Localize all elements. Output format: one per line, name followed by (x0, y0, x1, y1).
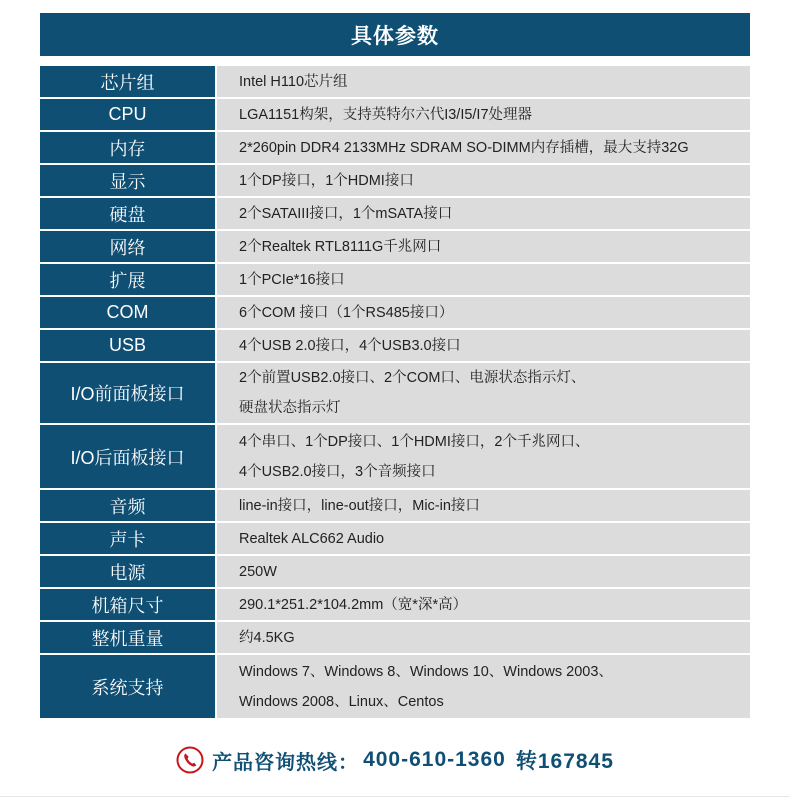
spec-table (40, 66, 750, 718)
spec-value (215, 330, 750, 361)
spec-row-storage (40, 198, 750, 231)
spec-label: 系统支持 (40, 655, 215, 718)
spec-value-line: 1个DP接口，1个HDMI接口 (239, 172, 414, 189)
spec-value-line: 2个SATAIII接口，1个mSATA接口 (239, 205, 453, 222)
bottom-divider (0, 796, 790, 797)
spec-label: 内存 (40, 132, 215, 163)
page-title: 具体参数 (351, 24, 439, 48)
spec-value-line: 1个PCIe*16接口 (239, 271, 345, 288)
spec-label: I/O后面板接口 (40, 425, 215, 488)
hotline-extension: 转167845 (515, 750, 614, 773)
spec-value (215, 231, 750, 262)
spec-value (215, 655, 750, 718)
spec-header (40, 13, 750, 56)
spec-value-line: 4个USB2.0接口，3个音频接口 (239, 463, 436, 480)
spec-value (215, 363, 750, 423)
spec-value-line: 250W (239, 563, 277, 580)
spec-row-os-support (40, 655, 750, 718)
spec-label: 声卡 (40, 523, 215, 554)
spec-value-line: Realtek ALC662 Audio (239, 530, 385, 547)
spec-label: CPU (40, 99, 215, 130)
spec-row-display (40, 165, 750, 198)
spec-label: I/O前面板接口 (40, 363, 215, 423)
spec-value (215, 523, 750, 554)
spec-value (215, 264, 750, 295)
spec-value (215, 198, 750, 229)
spec-value-line: line-in接口，line-out接口，Mic-in接口 (239, 497, 480, 514)
spec-value-line: 约4.5KG (239, 629, 295, 646)
spec-row-sound-card (40, 523, 750, 556)
spec-value-line: 2*260pin DDR4 2133MHz SDRAM SO-DIMM内存插槽，最大支持32G (239, 139, 689, 156)
spec-value-line: LGA1151构架，支持英特尔六代I3/I5/I7处理器 (239, 106, 533, 123)
spec-row-expansion (40, 264, 750, 297)
spec-value-line: Intel H110芯片组 (239, 73, 348, 90)
phone-icon (176, 746, 204, 774)
spec-row-audio (40, 490, 750, 523)
spec-value-line: 2个前置USB2.0接口、2个COM口、电源状态指示灯、 (239, 370, 586, 386)
spec-row-chipset (40, 66, 750, 99)
spec-row-power (40, 556, 750, 589)
spec-value (215, 99, 750, 130)
spec-label: COM (40, 297, 215, 328)
spec-value-line: 290.1*251.2*104.2mm（宽*深*高） (239, 596, 468, 613)
spec-value (215, 297, 750, 328)
spec-label: 芯片组 (40, 66, 215, 97)
spec-label: 机箱尺寸 (40, 589, 215, 620)
spec-value (215, 622, 750, 653)
spec-value-line: 2个Realtek RTL8111G千兆网口 (239, 238, 442, 255)
spec-row-memory (40, 132, 750, 165)
spec-row-cpu (40, 99, 750, 132)
hotline-number[interactable]: 400-610-1360 (363, 748, 506, 771)
spec-label: 显示 (40, 165, 215, 196)
spec-row-usb (40, 330, 750, 363)
spec-value (215, 425, 750, 488)
spec-value-line: Windows 7、Windows 8、Windows 10、Windows 2003、 (239, 663, 613, 680)
spec-row-io-rear (40, 425, 750, 490)
spec-value-line: 4个串口、1个DP接口、1个HDMI接口，2个千兆网口、 (239, 433, 590, 450)
spec-row-network (40, 231, 750, 264)
hotline-footer (0, 742, 790, 778)
spec-label: 音频 (40, 490, 215, 521)
spec-label: 硬盘 (40, 198, 215, 229)
spec-label: 整机重量 (40, 622, 215, 653)
spec-label: USB (40, 330, 215, 361)
spec-value (215, 165, 750, 196)
spec-label: 扩展 (40, 264, 215, 295)
spec-value-line: 6个COM 接口（1个RS485接口） (239, 304, 454, 321)
spec-row-io-front (40, 363, 750, 425)
spec-value-line: 硬盘状态指示灯 (239, 400, 341, 416)
spec-value-line: 4个USB 2.0接口，4个USB3.0接口 (239, 337, 461, 354)
spec-value-line: Windows 2008、Linux、Centos (239, 693, 444, 710)
spec-label: 电源 (40, 556, 215, 587)
spec-row-weight (40, 622, 750, 655)
spec-label: 网络 (40, 231, 215, 262)
spec-row-com (40, 297, 750, 330)
spec-value (215, 589, 750, 620)
spec-value (215, 490, 750, 521)
spec-row-chassis-size (40, 589, 750, 622)
spec-value (215, 132, 750, 163)
spec-value (215, 556, 750, 587)
spec-value (215, 66, 750, 97)
hotline-label: 产品咨询热线： (212, 751, 360, 774)
